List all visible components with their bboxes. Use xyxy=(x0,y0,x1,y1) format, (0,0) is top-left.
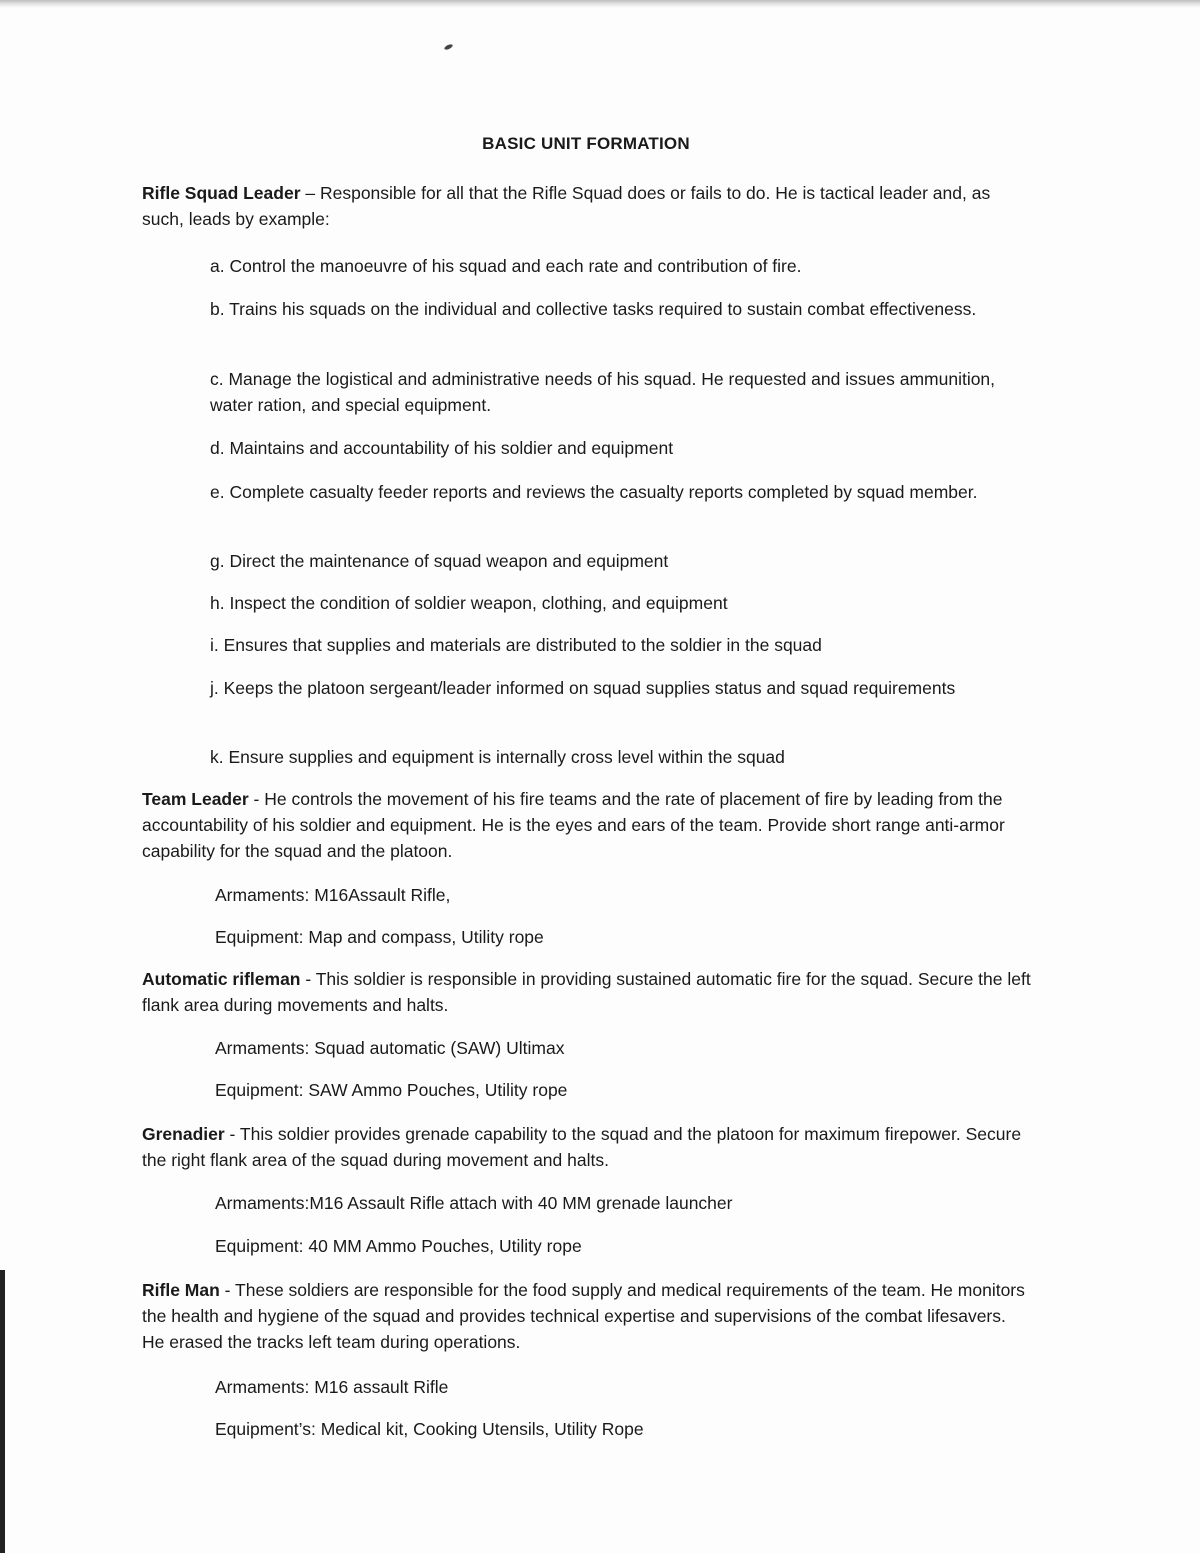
automatic-rifleman-text: - This soldier is responsible in providing sustained automatic fire for the squad. Secure the left flank area during movements and halts. xyxy=(142,969,1031,1015)
duty-item-d: d. Maintains and accountability of his soldier and equipment xyxy=(210,438,674,458)
grenadier-heading: Grenadier xyxy=(142,1124,225,1144)
rifle-squad-leader-paragraph xyxy=(142,180,1032,232)
team-leader-paragraph xyxy=(142,786,1032,864)
grenadier-text: - This soldier provides grenade capability to the squad and the platoon for maximum firepower. Secure the right flank area of the squad during movement and halts. xyxy=(142,1124,1022,1170)
rifle-man-paragraph xyxy=(142,1277,1032,1355)
team-leader-heading: Team Leader xyxy=(142,789,249,809)
duty-item-a: a. Control the manoeuvre of his squad and each rate and contribution of fire. xyxy=(210,256,802,276)
automatic-rifleman-armaments: Armaments: Squad automatic (SAW) Ultimax xyxy=(215,1038,565,1058)
automatic-rifleman-paragraph xyxy=(142,966,1032,1018)
grenadier-armaments: Armaments:M16 Assault Rifle attach with 40 MM grenade launcher xyxy=(215,1193,733,1213)
team-leader-equipment: Equipment: Map and compass, Utility rope xyxy=(215,927,544,947)
duty-item-k: k. Ensure supplies and equipment is internally cross level within the squad xyxy=(210,747,785,767)
duty-item-g: g. Direct the maintenance of squad weapon and equipment xyxy=(210,551,669,571)
duty-item-h: h. Inspect the condition of soldier weapon, clothing, and equipment xyxy=(210,593,728,613)
scan-shadow-top xyxy=(0,0,1200,8)
duty-item-b: b. Trains his squads on the individual and collective tasks required to sustain combat effectiveness. xyxy=(210,299,977,319)
duty-item-e: e. Complete casualty feeder reports and reviews the casualty reports completed by squad member. xyxy=(210,482,978,502)
duty-item-i: i. Ensures that supplies and materials are distributed to the soldier in the squad xyxy=(210,635,822,655)
automatic-rifleman-equipment: Equipment: SAW Ammo Pouches, Utility rope xyxy=(215,1080,568,1100)
scan-shadow-left xyxy=(0,1270,5,1553)
team-leader-armaments: Armaments: M16Assault Rifle, xyxy=(215,885,451,905)
rifle-man-armaments: Armaments: M16 assault Rifle xyxy=(215,1377,449,1397)
team-leader-text: - He controls the movement of his fire teams and the rate of placement of fire by leading from the accountability of his soldier and equipment. He is the eyes and ears of the team. Provide short range anti-armor capability for the squad and the platoon. xyxy=(142,789,1005,861)
rifle-man-text: - These soldiers are responsible for the food supply and medical requirements of the team. He monitors the health and hygiene of the squad and provides technical expertise and supervisions of the combat lifesavers. He erased the tracks left team during operations. xyxy=(142,1280,1025,1352)
document-title: BASIC UNIT FORMATION xyxy=(482,134,690,153)
rifle-squad-leader-heading: Rifle Squad Leader xyxy=(142,183,301,203)
rifle-man-heading: Rifle Man xyxy=(142,1280,220,1300)
scan-speck xyxy=(444,43,454,50)
duty-item-j: j. Keeps the platoon sergeant/leader informed on squad supplies status and squad requirements xyxy=(210,678,956,698)
grenadier-paragraph xyxy=(142,1121,1032,1173)
duty-item-c: c. Manage the logistical and administrative needs of his squad. He requested and issues ammunition, water ration, and special equipment. xyxy=(210,369,996,415)
rifle-man-equipment: Equipment’s: Medical kit, Cooking Utensils, Utility Rope xyxy=(215,1419,644,1439)
automatic-rifleman-heading: Automatic rifleman xyxy=(142,969,301,989)
rifle-squad-leader-text: – Responsible for all that the Rifle Squad does or fails to do. He is tactical leader and, as such, leads by example: xyxy=(142,183,991,229)
grenadier-equipment: Equipment: 40 MM Ammo Pouches, Utility rope xyxy=(215,1236,582,1256)
